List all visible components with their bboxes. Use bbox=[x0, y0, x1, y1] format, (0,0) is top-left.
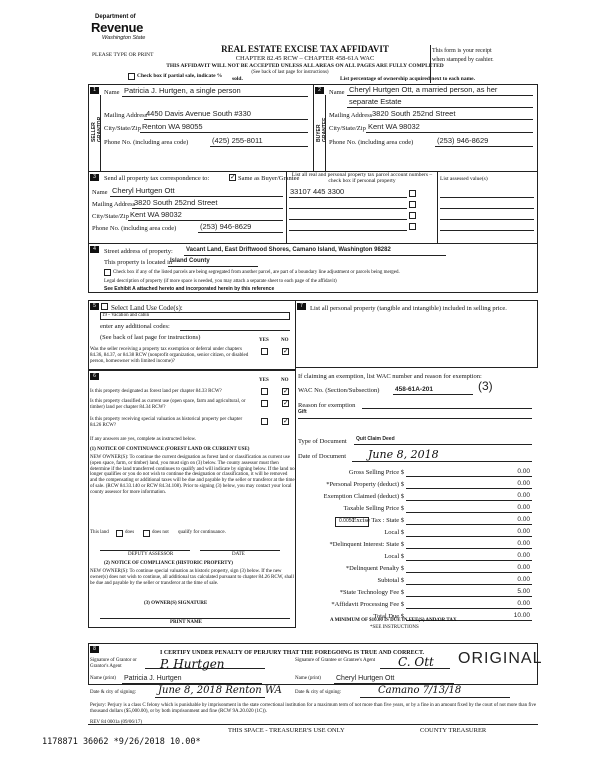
tax-row-value[interactable]: 0.00 bbox=[517, 516, 530, 523]
legal-description-label: Legal description of property (if more space is needed, you may attach a separate sheet to each page of the affidavit) bbox=[104, 279, 337, 284]
segregation-label: Check box if any of the listed parcels are being segregated from another parcel, are part of a boundary line adjustment or parcels being merged. bbox=[113, 270, 400, 275]
deputy-assessor-label: DEPUTY ASSESSOR bbox=[128, 552, 174, 557]
agency-logo-text: Revenue bbox=[91, 20, 144, 35]
ownership-note: List percentage of ownership acquired next to each name. bbox=[340, 76, 475, 82]
parcel-number[interactable]: 33107 445 3300 bbox=[290, 187, 345, 196]
parcel-header: List all real and personal property tax parcel account numbers – check box if personal property bbox=[291, 172, 433, 185]
land-does-not-checkbox[interactable] bbox=[143, 530, 150, 537]
tax-row-label: Total Due $ bbox=[373, 613, 404, 620]
grantor-date-label: Date & city of signing: bbox=[90, 690, 137, 695]
property-street[interactable]: Vacant Land, East Driftwood Shores, Camano Island, Washington 98282 bbox=[186, 247, 391, 253]
tax-row-value[interactable]: 0.00 bbox=[517, 528, 530, 535]
tax-row-label: *Personal Property (deduct) $ bbox=[326, 481, 404, 488]
corr-name[interactable]: Cheryl Hurtgen Ott bbox=[112, 186, 175, 195]
tax-row-label: *Delinquent Interest: State $ bbox=[329, 541, 404, 548]
wac-label: WAC No. (Section/Subsection) bbox=[298, 387, 380, 394]
grantor-name-label: Name (print) bbox=[90, 676, 116, 681]
tax-row-label: Local $ bbox=[384, 529, 404, 536]
corr-city[interactable]: Kent WA 98032 bbox=[130, 210, 182, 219]
form-title: REAL ESTATE EXCISE TAX AFFIDAVIT bbox=[221, 44, 389, 54]
tax-row-value[interactable]: 0.00 bbox=[517, 576, 530, 583]
tax-row-value[interactable]: 0.00 bbox=[517, 504, 530, 511]
grantor-name[interactable]: Patricia J. Hurtgen bbox=[124, 675, 182, 682]
forest-q2: Is this property classified as current use (open space, farm and agricultural, or timber) land per chapter 84.34 RCW? bbox=[90, 399, 246, 410]
property-county[interactable]: Island County bbox=[170, 258, 210, 264]
see-instructions: *SEE INSTRUCTIONS bbox=[370, 625, 419, 630]
personal-property-checkbox-3[interactable] bbox=[409, 212, 416, 219]
tax-row-value[interactable]: 0.00 bbox=[517, 492, 530, 499]
same-as-buyer-checkbox[interactable] bbox=[229, 174, 236, 181]
legal-exhibit[interactable]: See Exhibit A attached hereto and incorporated herein by this reference bbox=[104, 286, 275, 292]
wac-number[interactable]: 458-61A-201 bbox=[395, 386, 433, 393]
buyer-city-label: City/State/Zip bbox=[329, 125, 366, 132]
additional-codes-label: enter any additional codes: bbox=[100, 323, 170, 330]
corr-city-label: City/State/Zip bbox=[92, 213, 129, 220]
doc-type-label: Type of Document bbox=[298, 438, 347, 445]
grantee-name[interactable]: Cheryl Hurtgen Ott bbox=[336, 675, 395, 682]
tax-row-label: *Delinquent Penalty $ bbox=[345, 565, 404, 572]
buyer-mailing-label: Mailing Address bbox=[329, 112, 373, 119]
land-use-no-header: NO bbox=[281, 338, 289, 343]
certify-statement: I CERTIFY UNDER PENALTY OF PERJURY THAT THE FOREGOING IS TRUE AND CORRECT. bbox=[160, 650, 425, 656]
assessed-header: List assessed value(s) bbox=[440, 176, 488, 182]
land-use-yes-header: YES bbox=[259, 338, 269, 343]
buyer-phone[interactable]: (253) 946-8629 bbox=[437, 136, 489, 145]
recording-stamp: 1178871 36062 *9/26/2018 10.00* bbox=[42, 737, 201, 747]
section-2-number: 2 bbox=[315, 87, 324, 94]
corr-name-label: Name bbox=[92, 189, 108, 196]
land-use-check bbox=[101, 303, 108, 310]
treasurer-space-label: THIS SPACE - TREASURER'S USE ONLY bbox=[228, 727, 345, 734]
section-7-number: 7 bbox=[297, 303, 306, 310]
tax-row-value[interactable]: 0.00 bbox=[517, 564, 530, 571]
section-4-number: 4 bbox=[90, 246, 99, 253]
personal-property-checkbox-4[interactable] bbox=[409, 223, 416, 230]
tax-row-value[interactable]: 0.00 bbox=[517, 480, 530, 487]
qualify-label: qualify for continuance. bbox=[178, 530, 226, 535]
seller-name[interactable]: Patricia J. Hurtgen, a single person bbox=[124, 86, 241, 95]
seller-mailing[interactable]: 4450 Davis Avenue South #330 bbox=[146, 109, 251, 118]
land-use-selected: 19 - Vacation and cabin bbox=[102, 313, 150, 318]
tax-row-label: Local $ bbox=[384, 553, 404, 560]
grantee-name-label: Name (print) bbox=[295, 676, 321, 681]
corr-mailing-label: Mailing Address bbox=[92, 201, 136, 208]
print-name-label: PRINT NAME bbox=[170, 620, 202, 625]
see-back-note: (See back of last page for instructions) bbox=[251, 70, 329, 75]
personal-property-checkbox-1[interactable] bbox=[409, 190, 416, 197]
buyer-mailing[interactable]: 3820 South 252nd Street bbox=[372, 109, 456, 118]
street-label: Street address of property: bbox=[104, 248, 173, 255]
grantor-signature[interactable]: P. Hurtgen bbox=[160, 657, 225, 671]
forest-q1: Is this property designated as forest land per chapter 84.33 RCW? bbox=[90, 389, 222, 394]
personal-property-label: List all personal property (tangible and intangible) included in selling price. bbox=[310, 305, 507, 312]
seller-side-label: SELLER GRANTOR bbox=[91, 116, 103, 142]
seller-name-label: Name bbox=[104, 89, 120, 96]
forest-q2-no[interactable] bbox=[282, 400, 289, 407]
tax-row-label: *Affidavit Processing Fee $ bbox=[331, 601, 404, 608]
receipt-note-2: when stamped by cashier. bbox=[432, 57, 494, 63]
tax-row-label: *State Technology Fee $ bbox=[339, 589, 404, 596]
exemption-yes-checkbox[interactable] bbox=[261, 348, 268, 355]
owner-signature-label: (3) OWNER(S) SIGNATURE bbox=[144, 601, 208, 606]
exemption-reason[interactable]: Gift bbox=[298, 409, 307, 415]
partial-sale-sold: sold. bbox=[232, 76, 243, 82]
forest-q1-no[interactable] bbox=[282, 388, 289, 395]
grantee-date-label: Date & city of signing: bbox=[295, 690, 342, 695]
grantor-date[interactable]: June 8, 2018 Renton WA bbox=[158, 685, 282, 696]
tax-row-label: Excise Tax : State $ bbox=[352, 517, 404, 524]
tax-row-value[interactable]: 10.00 bbox=[513, 612, 530, 619]
land-use-label: Select Land Use Code(s): bbox=[111, 304, 183, 312]
notice1-title: (1) NOTICE OF CONTINUANCE (FOREST LAND OR CURRENT USE) bbox=[90, 447, 250, 452]
forest-q1-yes[interactable] bbox=[261, 388, 268, 395]
grantee-date[interactable]: Camano 7/13/18 bbox=[378, 685, 462, 696]
same-as-buyer-label: Same as Buyer/Grantee bbox=[238, 175, 300, 182]
tax-row-label: Subtotal $ bbox=[377, 577, 404, 584]
buyer-name-line1[interactable]: Cheryl Hurtgen Ott, a married person, as her bbox=[349, 85, 498, 94]
forest-q3-no[interactable] bbox=[282, 418, 289, 425]
forest-q3: Is this property receiving special valuation as historical property per chapter 84.26 RCW? bbox=[90, 417, 243, 428]
grantor-sig-label: Signature of Grantor or Grantor's Agent bbox=[90, 658, 137, 669]
land-does-not-label: does not bbox=[152, 530, 169, 535]
this-land-label: This land bbox=[90, 530, 109, 535]
forest-q3-yes[interactable] bbox=[261, 418, 268, 425]
doc-type[interactable]: Quit Claim Deed bbox=[356, 436, 395, 442]
forest-if-yes: If any answers are yes, complete as instructed below. bbox=[90, 437, 197, 442]
section-8-number: 8 bbox=[90, 646, 99, 653]
tax-row-value[interactable]: 0.00 bbox=[517, 552, 530, 559]
seller-city-label: City/State/Zip bbox=[104, 125, 141, 132]
buyer-phone-label: Phone No. (including area code) bbox=[329, 139, 414, 146]
form-warning: THIS AFFIDAVIT WILL NOT BE ACCEPTED UNLESS ALL AREAS ON ALL PAGES ARE FULLY COMPLETED bbox=[166, 63, 444, 69]
county-treasurer-label: COUNTY TREASURER bbox=[420, 727, 487, 734]
section-5-number: 5 bbox=[90, 303, 99, 310]
forest-yes-header: YES bbox=[259, 378, 269, 383]
land-does-label: does bbox=[125, 530, 135, 535]
agency-line1: Department of bbox=[95, 14, 136, 20]
land-does-checkbox[interactable] bbox=[116, 530, 123, 537]
notice2-body: NEW OWNER(S): To continue special valuation as historic property, sign (3) below. If the new owner(s) does not wish to continue, all additional tax calculated pursuant to chapter 84.26 RCW, shall be due and payable by the seller or transferor at the time of sale. bbox=[90, 569, 294, 586]
section-1-number: 1 bbox=[90, 87, 99, 94]
corr-mailing[interactable]: 3820 South 252nd Street bbox=[134, 198, 218, 207]
buyer-city[interactable]: Kent WA 98032 bbox=[368, 122, 420, 131]
seller-mailing-label: Mailing Address bbox=[104, 112, 148, 119]
seller-phone[interactable]: (425) 255-8011 bbox=[212, 136, 263, 145]
notice2-title: (2) NOTICE OF COMPLIANCE (HISTORIC PROPERTY) bbox=[104, 561, 233, 566]
section-6-number: 6 bbox=[90, 373, 99, 380]
grantee-sig-label: Signature of Grantee or Grantee's Agent bbox=[295, 658, 376, 663]
doc-date-label: Date of Document bbox=[298, 453, 347, 460]
tax-row-value[interactable]: 0.00 bbox=[517, 600, 530, 607]
tax-row-label: Taxable Selling Price $ bbox=[343, 505, 404, 512]
located-label: This property is located in bbox=[104, 259, 173, 266]
receipt-note-1: This form is your receipt bbox=[432, 48, 492, 54]
tax-row-label: Gross Selling Price $ bbox=[348, 469, 404, 476]
doc-date[interactable]: June 8, 2018 bbox=[368, 448, 439, 461]
buyer-name-label: Name bbox=[329, 89, 345, 96]
land-use-see-back: (See back of last page for instructions) bbox=[100, 334, 201, 341]
tax-row-value[interactable]: 0.00 bbox=[517, 468, 530, 475]
forest-no-header: NO bbox=[281, 378, 289, 383]
exemption-question: Was the seller receiving a property tax exemption or deferral under chapters 84.36, 84.37, or 84.38 RCW (nonprofit organization, senior citizen, or disabled person, homeowner with limited income)? bbox=[90, 347, 249, 364]
buyer-name-line2[interactable]: separate Estate bbox=[349, 97, 402, 106]
form-chapter: CHAPTER 82.45 RCW – CHAPTER 458-61A WAC bbox=[235, 55, 375, 62]
deputy-date-label: DATE bbox=[232, 552, 245, 557]
form-revision: REV 84 0001a (09/06/17) bbox=[90, 720, 142, 725]
buyer-side-label: BUYER GRANTEE bbox=[316, 117, 328, 142]
wac-handwritten: (3) bbox=[478, 379, 493, 393]
grantee-signature[interactable]: C. Ott bbox=[398, 655, 434, 669]
agency-line3: Washington State bbox=[102, 35, 146, 41]
notice1-body: NEW OWNER(S): To continue the current designation as forest land or classification as current use (open space, farm, or timber) land, you must sign on (3) below. The county assessor must then determine if the land transferred continues to qualify and will indicate by signing below. If the land no longer qualifies or you do not wish to continue the designation or classification, it will be removed and the compensating or additional taxes will be due and payable by the seller or transferor at the time of sale. (RCW 84.33.140 or RCW 84.34.108). Prior to signing (3) below, you may contact your local county assessor for more information. bbox=[90, 455, 295, 495]
local-rate[interactable]: 0.0050 bbox=[339, 518, 355, 524]
minimum-fee-note: A MINIMUM OF $10.00 IS DUE IN FEE(S) AND/OR TAX bbox=[330, 618, 457, 623]
exemption-no-checkbox[interactable] bbox=[282, 348, 289, 355]
section-3-number: 3 bbox=[90, 174, 99, 181]
perjury-notice: Perjury: Perjury is a class C felony which is punishable by imprisonment in the state correctional institution for a maximum term of not more than five years, or by a fine in an amount fixed by the court of not more than five thousand dollars ($5,000.00), or by both imprisonment and fine (RCW 9A.20.020 (1C)). bbox=[90, 703, 537, 714]
tax-row-label: Exemption Claimed (deduct) $ bbox=[323, 493, 404, 500]
seller-phone-label: Phone No. (including area code) bbox=[104, 139, 189, 146]
forest-q2-yes[interactable] bbox=[261, 400, 268, 407]
tax-row-value[interactable]: 5.00 bbox=[517, 588, 530, 595]
exemption-claim-label: If claiming an exemption, list WAC number and reason for exemption: bbox=[298, 373, 482, 380]
correspondence-prompt: Send all property tax correspondence to: bbox=[104, 175, 210, 182]
personal-property-checkbox-2[interactable] bbox=[409, 201, 416, 208]
segregation-checkbox[interactable] bbox=[104, 269, 111, 276]
type-print-note: PLEASE TYPE OR PRINT bbox=[92, 52, 154, 58]
original-stamp: ORIGINAL bbox=[458, 650, 543, 667]
partial-sale-label: Check box if partial sale, indicate % bbox=[137, 73, 223, 79]
corr-phone-label: Phone No. (including area code) bbox=[92, 225, 177, 232]
corr-phone[interactable]: (253) 946-8629 bbox=[200, 222, 252, 231]
tax-row-value[interactable]: 0.00 bbox=[517, 540, 530, 547]
exemption-reason-label: Reason for exemption bbox=[298, 402, 356, 409]
seller-city[interactable]: Renton WA 98055 bbox=[142, 122, 203, 131]
partial-sale-checkbox[interactable] bbox=[128, 73, 135, 80]
